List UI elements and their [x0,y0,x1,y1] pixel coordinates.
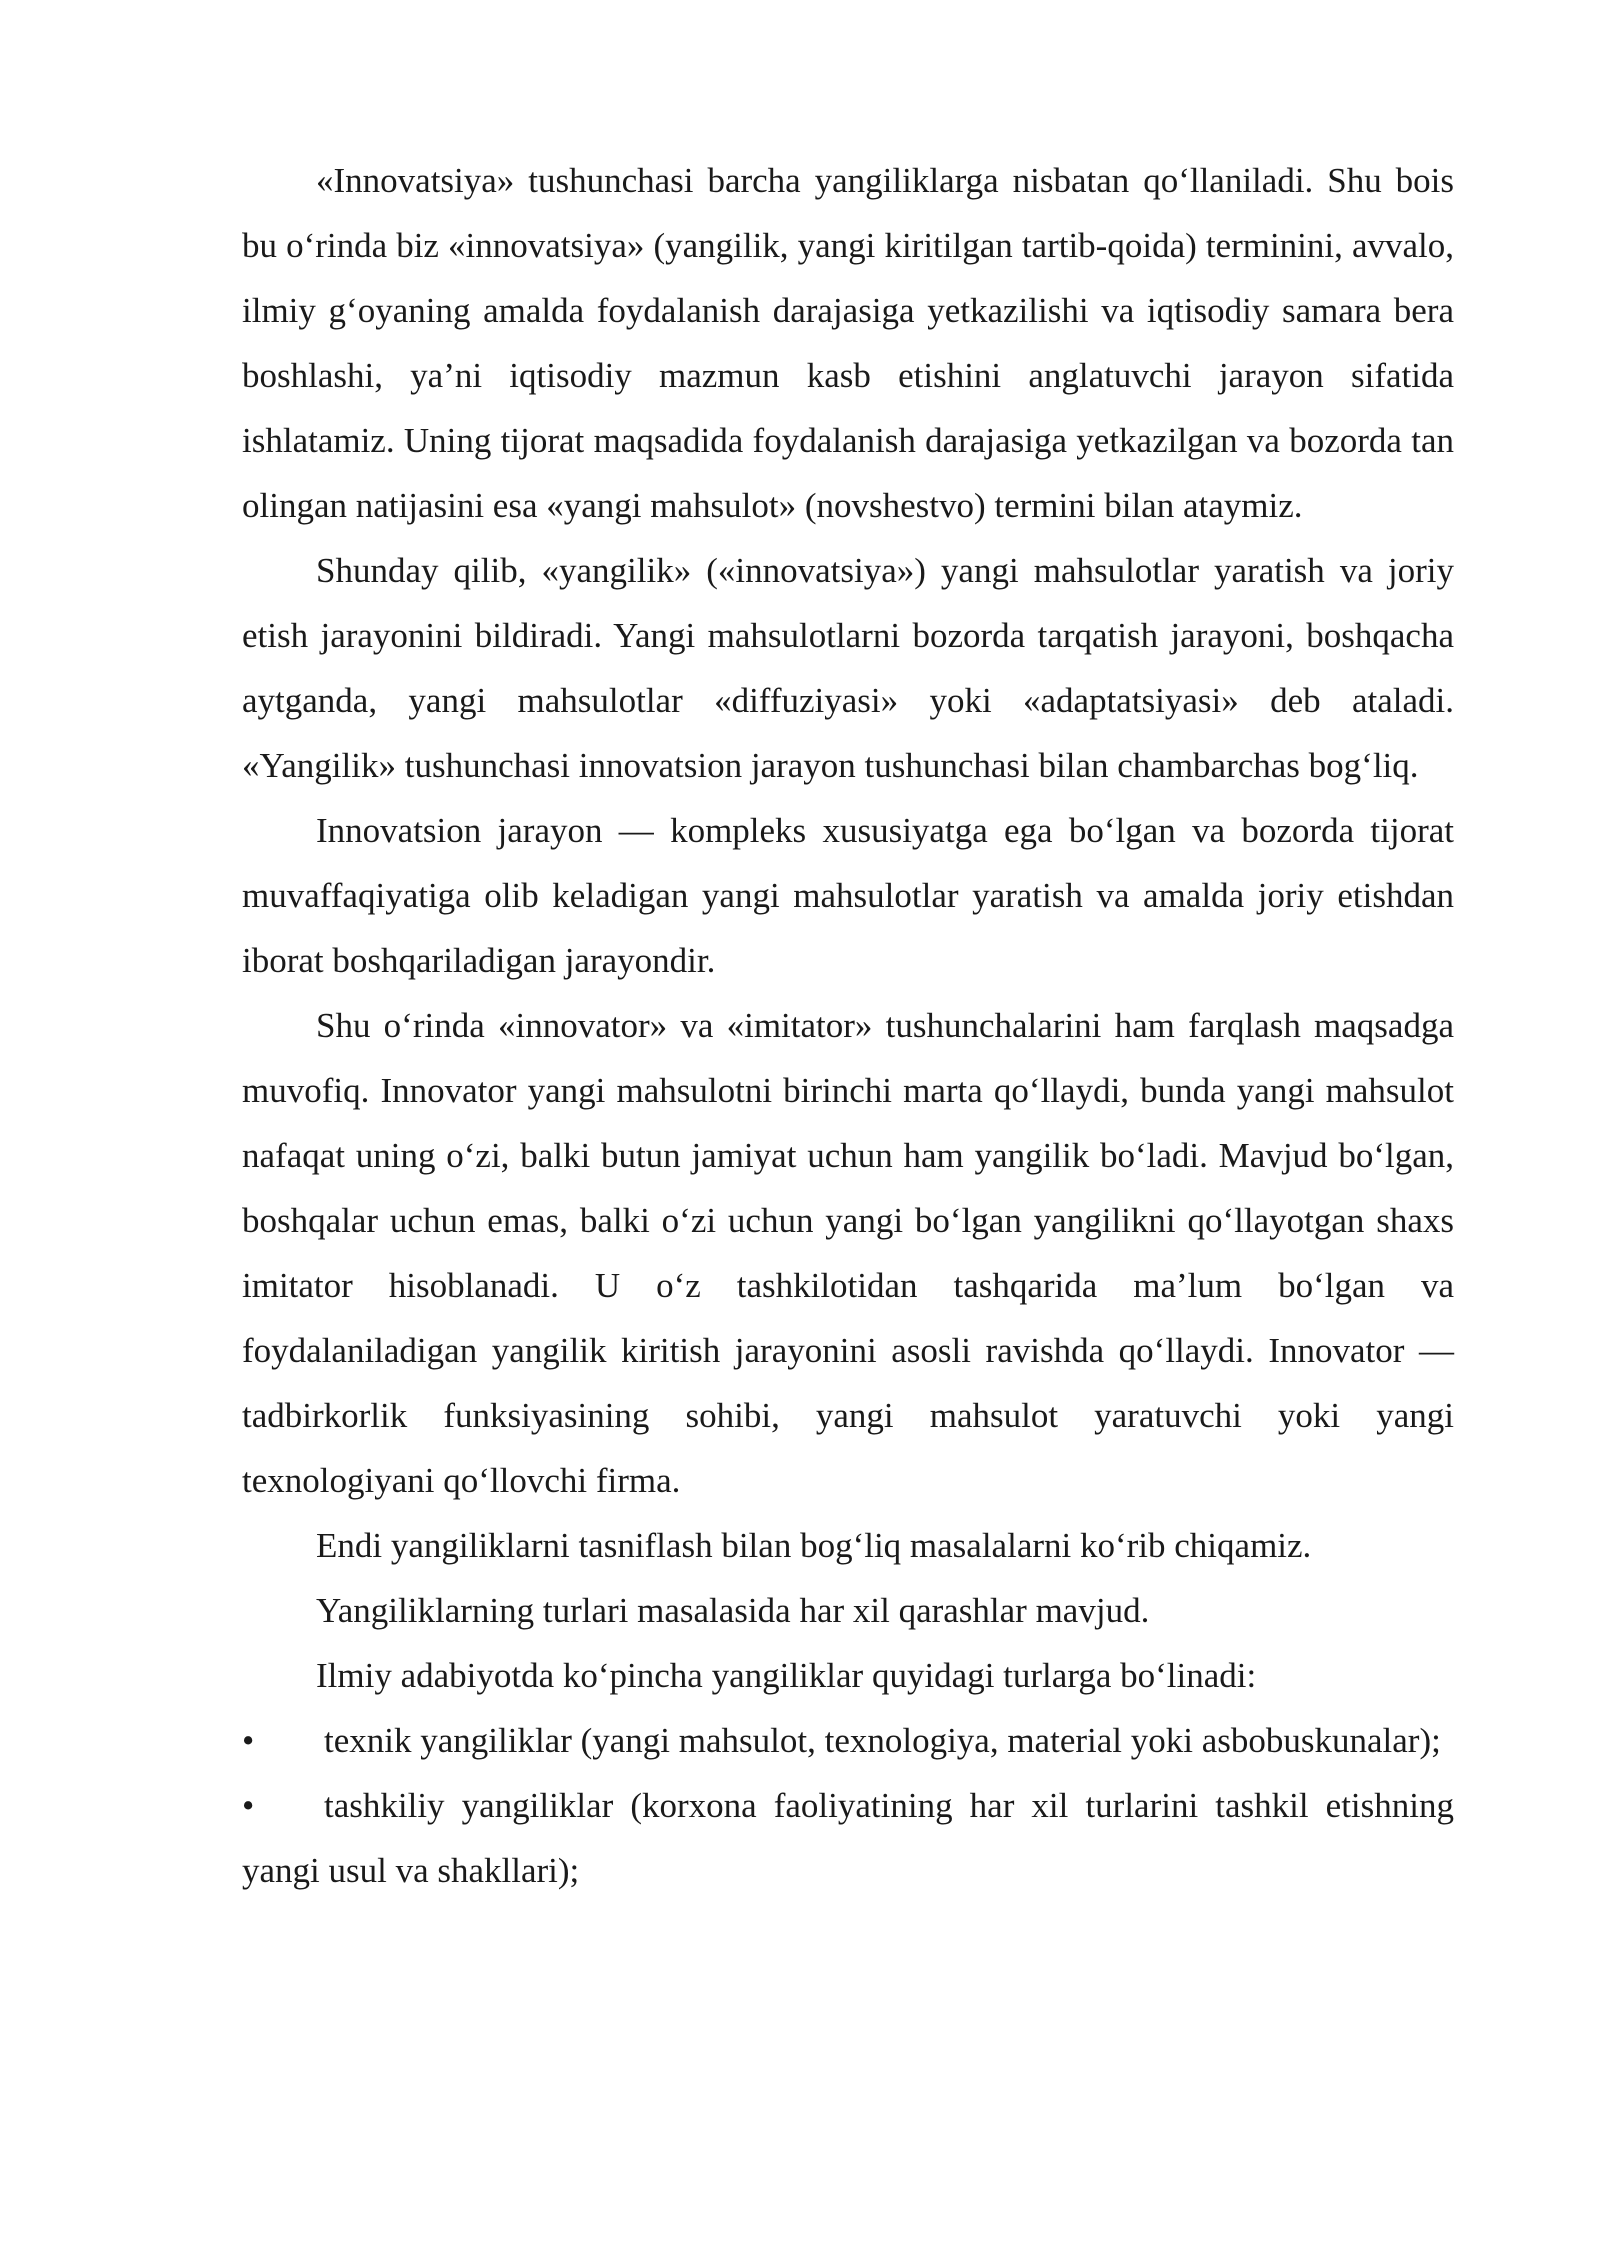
paragraph-yangilik-process: Shunday qilib, «yangilik» («innovatsiya») yangi mahsulotlar yaratish va joriy etish jarayonini bildiradi. Yangi mahsulotlarni bozorda tarqatish jarayoni, boshqacha aytganda, yangi mahsulotlar «diffuziyasi» yoki «adaptatsiyasi» deb ataladi. «Yangilik» tushunchasi innovatsion jarayon tushunchasi bilan chambarchas bog‘liq. [242,551,1454,785]
bullet-text-tashkiliy: tashkiliy yangiliklar (korxona faoliyatining har xil turlarini tashkil etishning yangi usul va shakllari); [242,1786,1454,1890]
paragraph-innovatsiya-definition: «Innovatsiya» tushunchasi barcha yangiliklarga nisbatan qo‘llaniladi. Shu bois bu o‘rinda biz «innovatsiya» (yangilik, yangi kiritilgan tartib-qoida) terminini, avvalo, ilmiy g‘oyaning amalda foydalanish darajasiga yetkazilishi va iqtisodiy samara bera boshlashi, ya’ni iqtisodiy mazmun kasb etishini anglatuvchi jarayon sifatida ishlatamiz. Uning tijorat maqsadida foydalanish darajasiga yetkazilgan va bozorda tan olingan natijasini esa «yangi mahsulot» (novshestvo) termini bilan ataymiz. [242,161,1454,525]
list-item [242,1708,1454,1773]
bullet-icon: • [242,1786,255,1825]
paragraph-innovatsion-jarayon: Innovatsion jarayon — kompleks xususiyatga ega bo‘lgan va bozorda tijorat muvaffaqiyatiga olib keladigan yangi mahsulotlar yaratish va amalda joriy etishdan iborat boshqariladigan jarayondir. [242,811,1454,980]
document-page [242,148,1454,1903]
paragraph-turlari: Yangiliklarning turlari masalasida har xil qarashlar mavjud. [316,1591,1150,1630]
bullet-text-texnik: texnik yangiliklar (yangi mahsulot, texnologiya, material yoki asbobuskunalar); [324,1721,1441,1760]
paragraph-tasniflash: Endi yangiliklarni tasniflash bilan bog‘liq masalalarni ko‘rib chiqamiz. [316,1526,1312,1565]
bullet-icon: • [242,1721,255,1760]
paragraph-innovator-imitator: Shu o‘rinda «innovator» va «imitator» tushunchalarini ham farqlash maqsadga muvofiq. Innovator yangi mahsulotni birinchi marta qo‘llaydi, bunda yangi mahsulot nafaqat uning o‘zi, balki butun jamiyat uchun ham yangilik bo‘ladi. Mavjud bo‘lgan, boshqalar uchun emas, balki o‘zi uchun yangi bo‘lgan yangilikni qo‘llayotgan shaxs imitator hisoblanadi. U o‘z tashkilotidan tashqarida ma’lum bo‘lgan va foydalaniladigan yangilik kiritish jarayonini asosli ravishda qo‘llaydi. Innovator — tadbirkorlik funksiyasining sohibi, yangi mahsulot yaratuvchi yoki yangi texnologiyani qo‘llovchi firma. [242,1006,1454,1500]
list-item [242,1773,1454,1903]
paragraph-adabiyot: Ilmiy adabiyotda ko‘pincha yangiliklar quyidagi turlarga bo‘linadi: [316,1656,1257,1695]
